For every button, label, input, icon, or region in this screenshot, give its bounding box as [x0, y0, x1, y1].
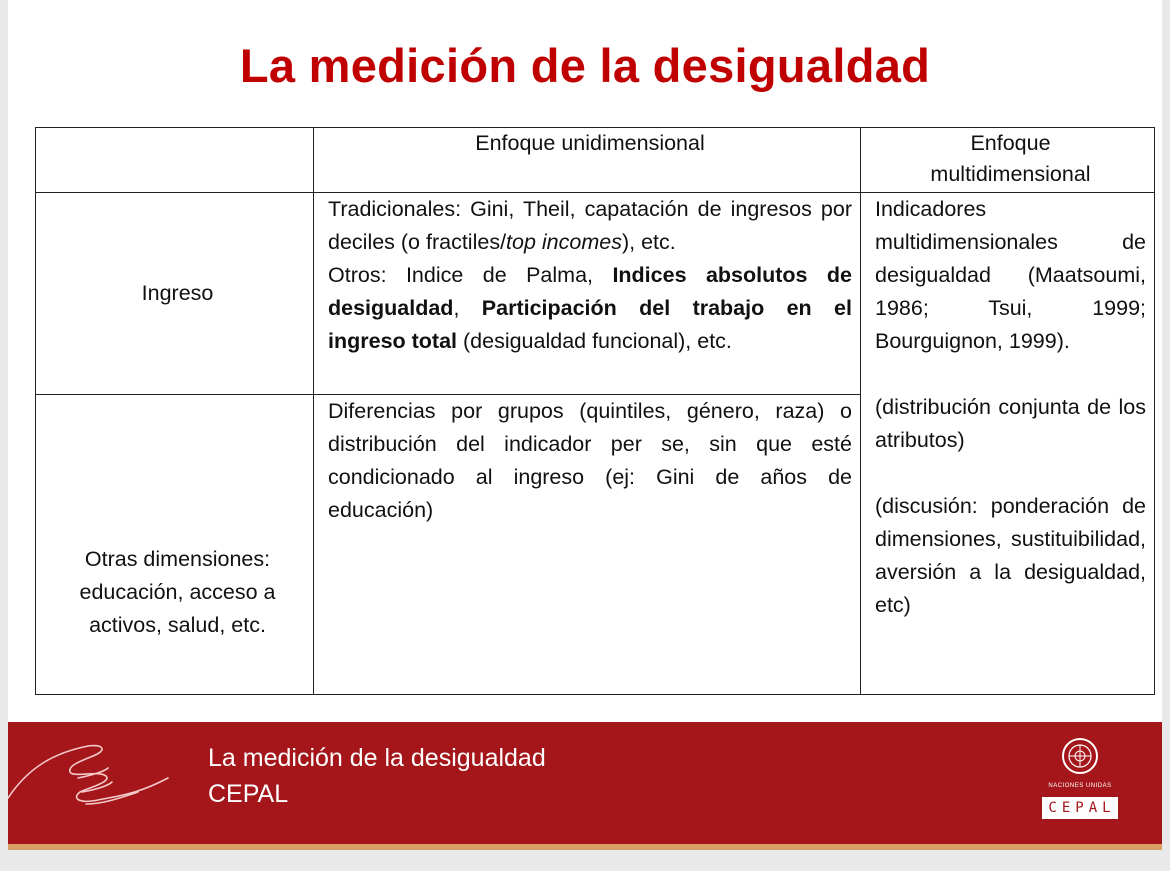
- hand-sketch-icon: [8, 728, 178, 828]
- footer-accent-line: [8, 844, 1162, 850]
- cepal-wordmark: CEPAL: [1042, 797, 1118, 819]
- bold-text: Indices absolutos de desigualdad: [328, 263, 852, 320]
- multidimensional-cell: [861, 193, 1155, 695]
- multi-distribucion: (distribución conjunta de los atributos): [875, 395, 1146, 452]
- text-span: Tradicionales: Gini, Theil, capatación de ingresos por deciles (o fractiles/: [328, 197, 852, 254]
- spacer: [875, 457, 1146, 490]
- slide: [8, 0, 1162, 850]
- text-span: ,: [453, 296, 482, 320]
- ingreso-unidimensional-cell: [314, 193, 861, 395]
- label-line: activos, salud, etc.: [89, 613, 266, 637]
- header-multi-line2: multidimensional: [930, 162, 1091, 186]
- italic-text: top incomes: [506, 230, 622, 254]
- row-label-otras: [36, 395, 314, 695]
- page-title: La medición de la desigualdad: [239, 39, 931, 92]
- ingreso-tradicionales: [328, 193, 852, 259]
- footer-title: La medición de la desigualdad: [208, 744, 546, 772]
- label-line: educación, acceso a: [79, 580, 276, 604]
- un-emblem-icon: [1060, 736, 1100, 776]
- footer-text: [208, 740, 546, 812]
- bold-text: Participación del trabajo en el ingreso total: [328, 296, 852, 353]
- header-blank-cell: [36, 128, 314, 193]
- multi-indicadores: Indicadores multidimensionales de desigualdad (Maatsoumi, 1986; Tsui, 1999; Bourguignon, 1999).: [875, 197, 1146, 353]
- table-header-row: [36, 128, 1155, 193]
- text-span: Otros: Indice de Palma,: [328, 263, 613, 287]
- multi-discusion: (discusión: ponderación de dimensiones, sustituibilidad, aversión a la desigualdad, etc): [875, 494, 1146, 617]
- spacer: [875, 358, 1146, 391]
- text-span: ), etc.: [621, 230, 676, 254]
- table-row-ingreso: [36, 193, 1155, 395]
- otras-unidimensional-cell: Diferencias por grupos (quintiles, género, raza) o distribución del indicador per se, sin que esté condicionado al ingreso (ej: Gini de años de educación): [314, 395, 861, 695]
- un-label: NACIONES UNIDAS: [1048, 783, 1112, 789]
- footer-org: CEPAL: [208, 780, 289, 808]
- label-line: Otras dimensiones:: [84, 547, 271, 571]
- ingreso-otros: [328, 259, 852, 358]
- footer-band: [8, 722, 1162, 844]
- comparison-table: [35, 127, 1155, 695]
- cepal-logo: [1038, 736, 1122, 819]
- row-label-ingreso: Ingreso: [36, 193, 314, 395]
- text-span: (desigualdad funcional), etc.: [457, 329, 732, 353]
- header-unidimensional: Enfoque unidimensional: [314, 128, 861, 193]
- header-multidimensional: [861, 128, 1155, 193]
- header-multi-line1: Enfoque: [970, 131, 1051, 155]
